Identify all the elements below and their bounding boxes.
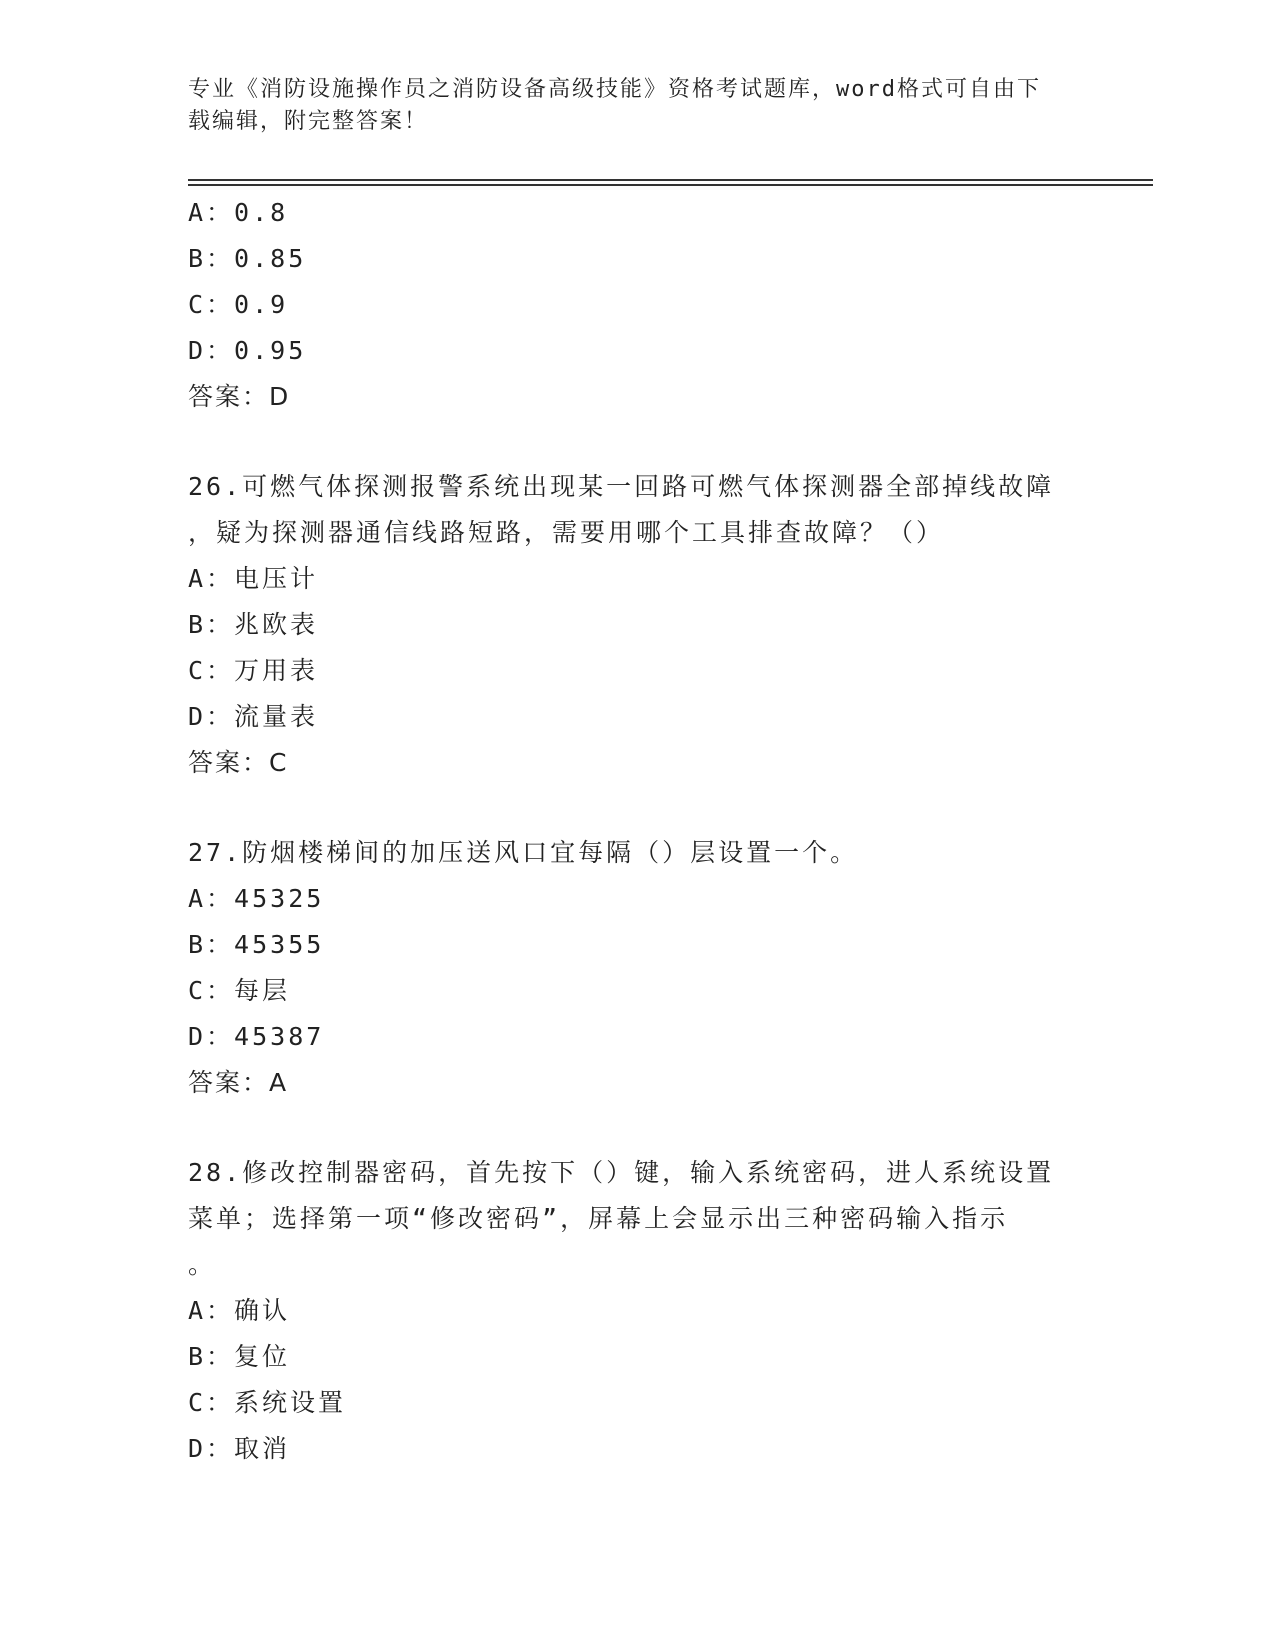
question-text-line-3: 。 — [188, 1250, 217, 1279]
option-b: B：复位 — [188, 1342, 291, 1371]
answer-line: 答案：A — [188, 1068, 289, 1097]
option-d: D：0.95 — [188, 336, 307, 365]
answer-line: 答案：C — [188, 748, 289, 777]
option-a: A：45325 — [188, 884, 325, 913]
option-c: C：每层 — [188, 976, 291, 1005]
option-a: A：电压计 — [188, 564, 319, 593]
option-c: C：0.9 — [188, 290, 289, 319]
option-a: A：确认 — [188, 1296, 291, 1325]
option-c: C：万用表 — [188, 656, 319, 685]
option-b: B：45355 — [188, 930, 325, 959]
question-text-line-2: ，疑为探测器通信线路短路，需要用哪个工具排查故障？（） — [188, 518, 945, 547]
option-d: D：45387 — [188, 1022, 325, 1051]
option-b: B：0.85 — [188, 244, 307, 273]
answer-line: 答案：D — [188, 382, 291, 411]
option-d: D：取消 — [188, 1434, 291, 1463]
question-text — [188, 464, 1088, 556]
option-b: B：兆欧表 — [188, 610, 319, 639]
question-text-line-1: 26.可燃气体探测报警系统出现某一回路可燃气体探测器全部掉线故障 — [188, 472, 1055, 501]
option-c: C：系统设置 — [188, 1388, 347, 1417]
option-a: A：0.8 — [188, 198, 289, 227]
question-text-line-1: 28.修改控制器密码，首先按下（）键，输入系统密码，进人系统设置 — [188, 1158, 1055, 1187]
option-d: D：流量表 — [188, 702, 319, 731]
question-28 — [188, 1150, 1088, 1472]
header-divider-bottom — [188, 184, 1153, 186]
question-text — [188, 830, 1088, 876]
document-header — [188, 74, 1088, 138]
header-line-2: 载编辑，附完整答案！ — [188, 109, 429, 134]
header-divider-top — [188, 179, 1153, 181]
question-text-line-1: 27.防烟楼梯间的加压送风口宜每隔（）层设置一个。 — [188, 838, 859, 867]
header-line-1: 专业《消防设施操作员之消防设备高级技能》资格考试题库，word格式可自由下 — [188, 77, 1041, 102]
question-text — [188, 1150, 1088, 1288]
question-text-line-2: 菜单；选择第一项“修改密码”，屏幕上会显示出三种密码输入指示 — [188, 1204, 1009, 1233]
question-26 — [188, 464, 1088, 786]
question-27 — [188, 830, 1088, 1106]
document-content — [188, 190, 1088, 1472]
question-25 — [188, 190, 1088, 420]
